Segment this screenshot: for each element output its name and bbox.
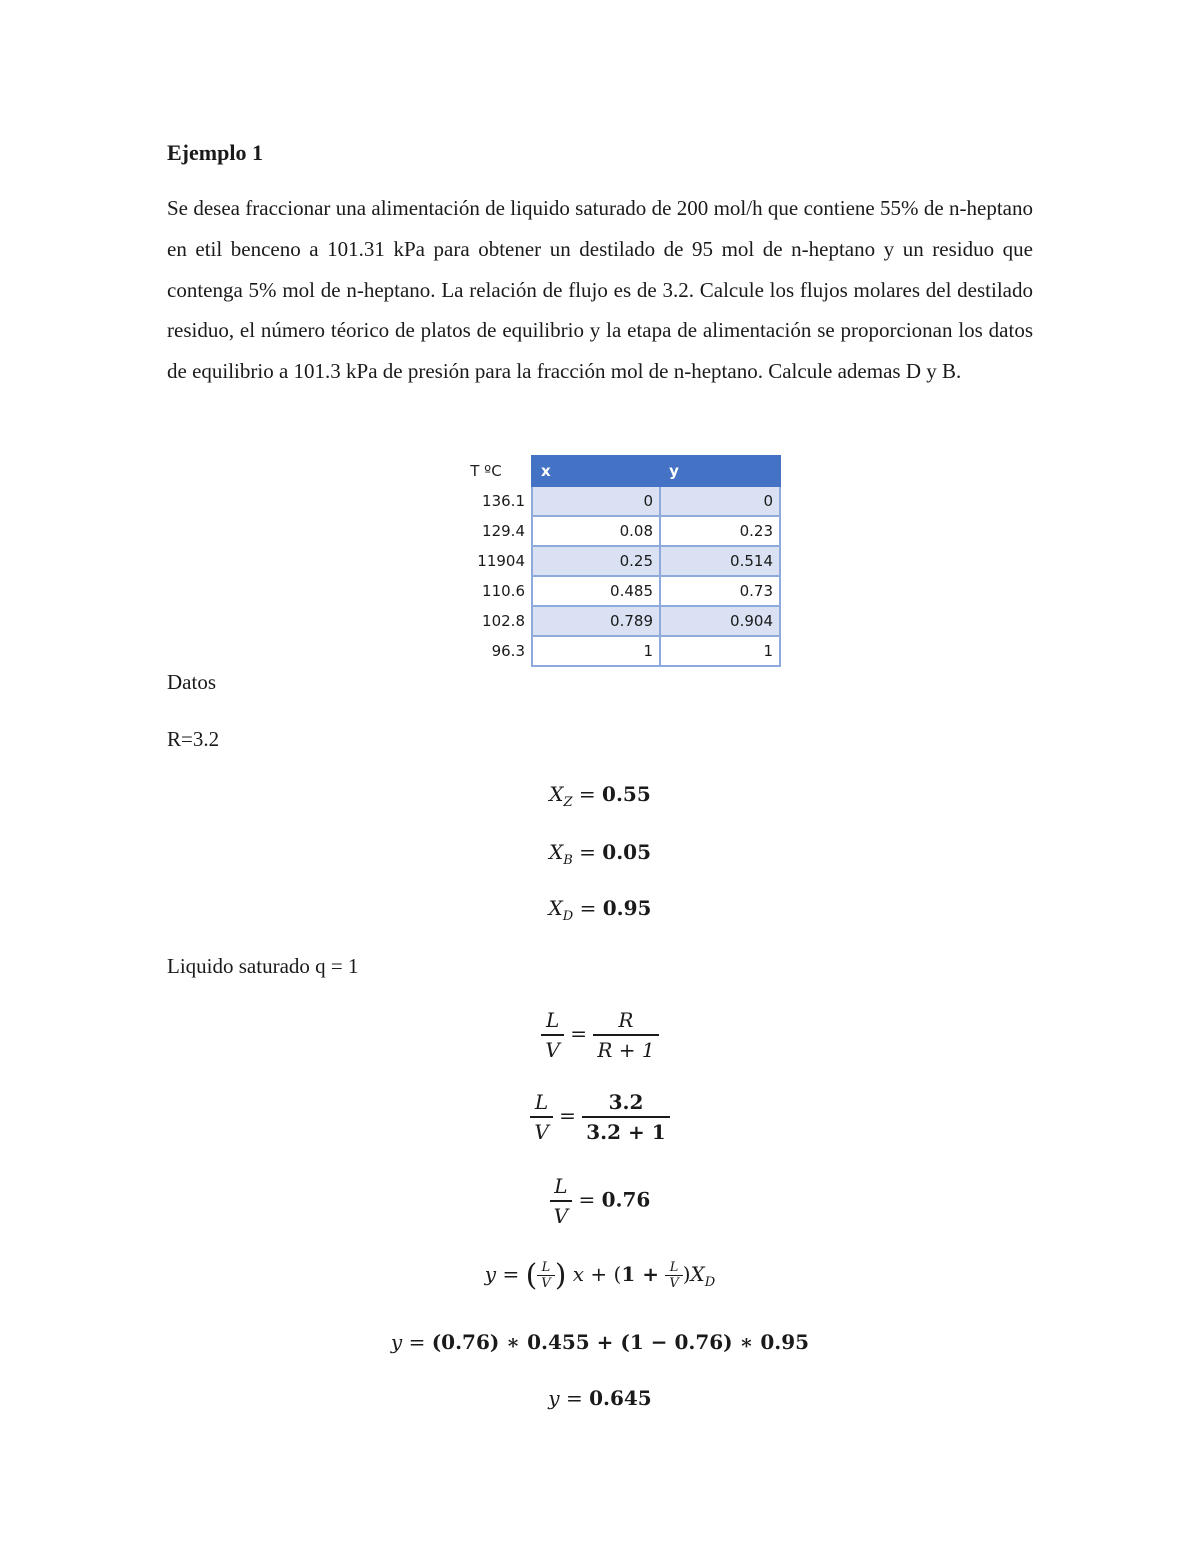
oper-v: V [541, 1276, 551, 1291]
equation-xb: $X_B = 0.05$ [548, 840, 651, 868]
table-row [449, 486, 780, 516]
saturated-liquid-line: Liquido saturado q = 1 [167, 954, 359, 978]
lv-fraction [550, 1174, 572, 1228]
x-cell: 1 [532, 636, 660, 666]
equation-lv-general: $\frac{L}{V}$ = $\frac{R}{R + 1}$ [0, 1008, 1200, 1062]
y-cell: 0.514 [660, 546, 780, 576]
y-cell: 1 [660, 636, 780, 666]
xd-sub: D [562, 909, 574, 924]
x-cell: 0.485 [532, 576, 660, 606]
subst-expr: (0.76) ∗ 0.455 + (1 − 0.76) ∗ 0.95 [431, 1330, 810, 1354]
oper-lv-fraction [537, 1260, 554, 1291]
lv-den: V [545, 1038, 560, 1062]
x-header: x [532, 456, 660, 486]
x-cell: 0.08 [532, 516, 660, 546]
lv-num: L [541, 1008, 563, 1036]
x-cell: 0.789 [532, 606, 660, 636]
temperature-cell: 102.8 [482, 612, 525, 630]
result-y: y [548, 1386, 560, 1410]
operating-line-equation: y = ( $\frac{L}{V}$ ) x + (1 + $\frac{L}{V}$ )$X_D$ [484, 1258, 716, 1293]
x-cell: 0 [532, 486, 660, 516]
r-den: R + 1 [597, 1038, 655, 1062]
oper-x: x [572, 1262, 585, 1286]
table-row [449, 576, 780, 606]
r-fraction [593, 1008, 658, 1062]
lv-num: L [550, 1174, 572, 1202]
lv-value: 0.76 [601, 1187, 651, 1212]
oper-lv-fraction-2 [665, 1260, 682, 1291]
table-row [449, 516, 780, 546]
oper-one: 1 + [621, 1262, 659, 1286]
x-cell: 0.25 [532, 546, 660, 576]
problem-statement: Se desea fraccionar una alimentación de liquido saturado de 200 mol/h que contiene 55% de n-heptano en etil benceno a 101.31 kPa para obtener un destilado de 95 mol de n-heptano y un residuo que contenga 5% mol de n-heptano. La relación de flujo es de 3.2. Calcule los flujos molares del destilado residuo, el número téorico de platos de equilibrio y la etapa de alimentación se proporcionan los datos de equilibrio a 101.3 kPa de presión para la fracción mol de n-heptano. Calcule ademas D y B. [167, 196, 1033, 384]
temperature-cell: 11904 [477, 552, 525, 570]
reflux-ratio-line: R=3.2 [167, 727, 220, 751]
value-den: 3.2 + 1 [586, 1120, 666, 1144]
lv-fraction [530, 1090, 552, 1144]
subst-y: y [390, 1330, 403, 1354]
lv-den: V [534, 1120, 549, 1144]
equation-lv-result: $\frac{L}{V}$ = 0.76 [0, 1174, 1200, 1228]
equation-xd: $X_D = 0.95$ [548, 896, 652, 924]
oper-y: y [484, 1262, 497, 1286]
lv-den: V [553, 1204, 569, 1228]
temperature-cell: 136.1 [482, 492, 525, 510]
oper-l-2: L [665, 1260, 682, 1276]
oper-l: L [537, 1260, 554, 1276]
y-cell: 0 [660, 486, 780, 516]
y-header [660, 456, 780, 486]
datos-label: Datos [167, 670, 216, 694]
oper-xd-sub: D [704, 1275, 716, 1290]
equation-lv-substituted: $\frac{L}{V}$ = $\frac{3.2}{3.2 + 1}$ [0, 1090, 1200, 1144]
xb-sub: B [563, 853, 573, 868]
temperature-cell: 129.4 [482, 522, 525, 540]
equation-xz: $X_Z = 0.55$ [549, 782, 651, 810]
operating-line-substituted: y = (0.76) ∗ 0.455 + (1 − 0.76) ∗ 0.95 [390, 1330, 810, 1354]
r-num: R [593, 1008, 658, 1036]
table-row [449, 636, 780, 666]
table-header-row [449, 456, 780, 486]
result-equation: y = 0.645 [548, 1386, 652, 1410]
lv-fraction [541, 1008, 563, 1062]
xd-var: X [548, 896, 563, 920]
result-value: 0.645 [589, 1386, 652, 1410]
y-cell: 0.73 [660, 576, 780, 606]
xd-value: 0.95 [602, 896, 652, 920]
y-cell: 0.904 [660, 606, 780, 636]
table-row [449, 546, 780, 576]
lv-num: L [530, 1090, 552, 1118]
oper-v-2: V [669, 1276, 679, 1291]
xz-var: X [549, 782, 564, 806]
xb-value: 0.05 [602, 840, 651, 864]
equilibrium-table [449, 455, 781, 667]
table-row [449, 606, 780, 636]
y-header-label: y [669, 462, 679, 480]
temperature-header: T ºC [470, 462, 502, 480]
temperature-cell: 96.3 [491, 642, 525, 660]
xz-sub: Z [563, 795, 573, 810]
value-num: 3.2 [582, 1090, 669, 1118]
value-fraction [582, 1090, 669, 1144]
temperature-cell: 110.6 [482, 582, 525, 600]
xb-var: X [548, 840, 564, 864]
example-title: Ejemplo 1 [167, 140, 263, 165]
xz-value: 0.55 [602, 782, 651, 806]
y-cell: 0.23 [660, 516, 780, 546]
oper-xd: X [690, 1262, 705, 1286]
